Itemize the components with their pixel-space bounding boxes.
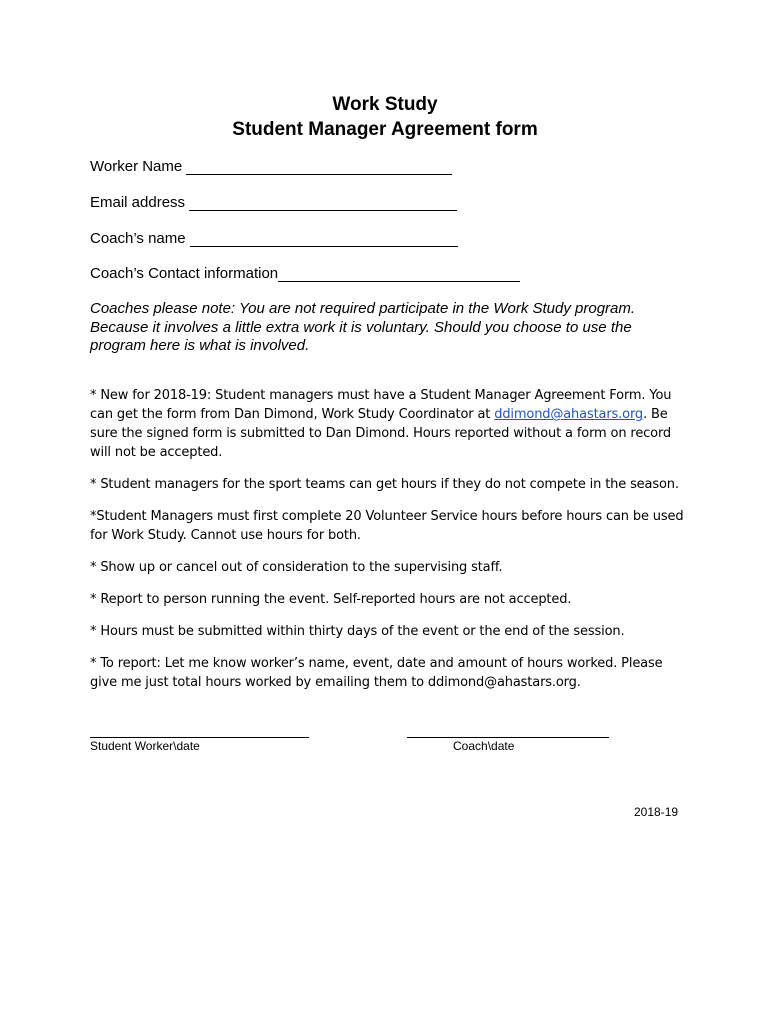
rule-text: . Be sure the signed form is submitted to Dan Dimond. Hours reported without a form on record will not be accepted. — [90, 407, 672, 460]
coach-contact-field[interactable] — [90, 265, 520, 282]
email-address-label: Email address — [90, 194, 186, 211]
email-address-blank[interactable] — [189, 196, 457, 211]
coaches-note: Coaches please note: You are not required participate in the Work Study program. Because it involves a little extra work it is voluntary. Should you choose to use the program here is what is involved. — [90, 300, 636, 354]
footer-year: 2018-19 — [634, 805, 679, 819]
email-address-field[interactable] — [90, 194, 457, 211]
rule-paragraph: * To report: Let me know worker’s name, event, date and amount of hours worked. Please give me just total hours worked by emailing them to ddimond@ahastars.org. — [90, 656, 663, 690]
student-signature-label: Student Worker\date — [90, 739, 200, 753]
coach-signature-label: Coach\date — [453, 739, 515, 753]
coach-name-blank[interactable] — [190, 232, 458, 247]
rule-paragraph — [90, 386, 690, 462]
rule-paragraph: * Student managers for the sport teams can get hours if they do not compete in the season. — [90, 477, 679, 492]
coach-name-label: Coach’s name — [90, 230, 186, 247]
worker-name-field[interactable] — [90, 158, 452, 175]
form-subtitle: Student Manager Agreement form — [232, 119, 538, 140]
email-link[interactable]: ddimond@ahastars.org — [494, 407, 644, 422]
coach-signature-line[interactable] — [407, 737, 609, 738]
coach-contact-blank[interactable] — [278, 267, 520, 282]
coach-name-field[interactable] — [90, 230, 458, 247]
rule-text: * New for 2018-19: Student managers must have a Student Manager Agreement Form. You can get the form from Dan Dimond, Work Study Coordinator at — [90, 388, 672, 422]
rule-paragraph: *Student Managers must first complete 20 Volunteer Service hours before hours can be used for Work Study. Cannot use hours for both. — [90, 509, 684, 543]
rule-paragraph: * Show up or cancel out of consideration to the supervising staff. — [90, 560, 503, 575]
worker-name-label: Worker Name — [90, 158, 183, 175]
coach-contact-label: Coach’s Contact information — [90, 265, 279, 282]
rule-paragraph: * Report to person running the event. Self-reported hours are not accepted. — [90, 592, 572, 607]
rule-paragraph: * Hours must be submitted within thirty days of the event or the end of the session. — [90, 624, 625, 639]
student-signature-line[interactable] — [90, 737, 309, 738]
form-title: Work Study — [332, 94, 438, 115]
worker-name-blank[interactable] — [186, 160, 452, 175]
